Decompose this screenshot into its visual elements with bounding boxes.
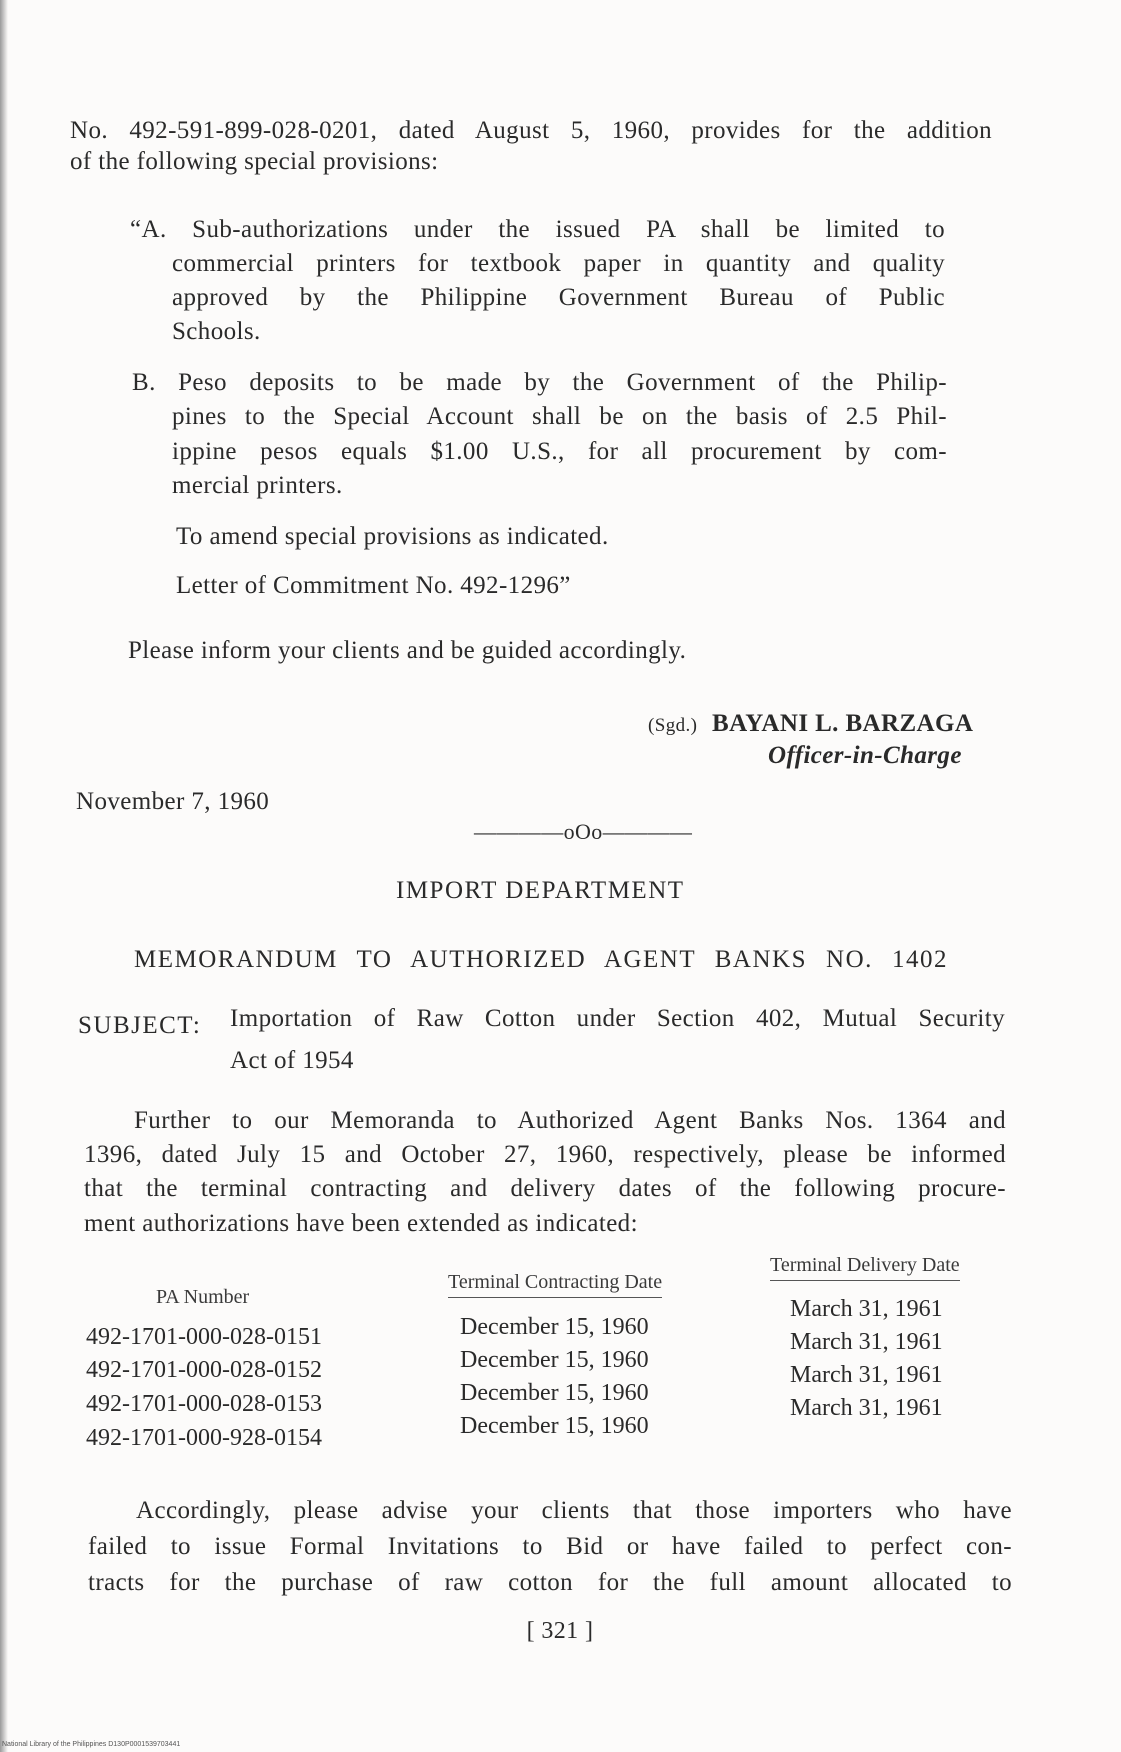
inform-text: Please inform your clients and be guided accordingly.: [128, 637, 687, 664]
table-header-pa-number: PA Number: [156, 1286, 250, 1308]
table-row-4-contract: December 15, 1960: [460, 1413, 649, 1439]
table-row-3-contract: December 15, 1960: [460, 1380, 649, 1406]
department-heading: IMPORT DEPARTMENT: [396, 877, 685, 904]
table-row-2-pa: 492-1701-000-028-0152: [86, 1357, 322, 1383]
scan-edge: [0, 0, 8, 1752]
intro-line-1: No. 492-591-899-028-0201, dated August 5, 1960, provides for the addition: [70, 117, 992, 144]
closing-line-2: failed to issue Formal Invitations to Bid or have failed to perfect con-: [88, 1533, 1012, 1560]
body-line-4: ment authorizations have been extended as indicated:: [84, 1210, 638, 1237]
body-line-3: that the terminal contracting and delivery dates of the following procure-: [84, 1175, 1006, 1202]
provision-b-line-4: mercial printers.: [172, 472, 343, 499]
subject-label: SUBJECT:: [78, 1012, 202, 1039]
amend-text: To amend special provisions as indicated.: [176, 523, 609, 550]
memo-title: MEMORANDUM TO AUTHORIZED AGENT BANKS NO. 1402: [134, 946, 948, 973]
scan-footer: National Library of the Philippines D130P0001539703441: [2, 1741, 181, 1748]
table-header-delivery: Terminal Delivery Date: [770, 1252, 960, 1281]
closing-line-1: Accordingly, please advise your clients that those importers who have: [136, 1497, 1012, 1524]
sgd-mark: (Sgd.): [648, 715, 698, 736]
provision-b-line-2: pines to the Special Account shall be on the basis of 2.5 Phil-: [172, 403, 947, 430]
table-row-2-contract: December 15, 1960: [460, 1347, 649, 1373]
intro-line-2: of the following special provisions:: [70, 148, 439, 175]
provision-a-line-3: approved by the Philippine Government Bureau of Public: [172, 284, 945, 311]
signatory-title: Officer-in-Charge: [768, 742, 962, 769]
table-row-3-delivery: March 31, 1961: [790, 1362, 943, 1388]
signatory-name: BAYANI L. BARZAGA: [712, 710, 974, 737]
provision-b-line-1: B. Peso deposits to be made by the Government of the Philip-: [132, 369, 947, 396]
closing-line-3: tracts for the purchase of raw cotton for the full amount allocated to: [88, 1569, 1012, 1596]
subject-line-2: Act of 1954: [230, 1047, 354, 1074]
body-line-2: 1396, dated July 15 and October 27, 1960, respectively, please be informed: [84, 1141, 1006, 1168]
table-row-3-pa: 492-1701-000-028-0153: [86, 1391, 322, 1417]
provision-b-line-3: ippine pesos equals $1.00 U.S., for all procurement by com-: [172, 438, 947, 465]
signature-line: [648, 709, 973, 741]
page-number: [ 321 ]: [526, 1618, 594, 1644]
table-row-2-delivery: March 31, 1961: [790, 1329, 943, 1355]
table-row-1-pa: 492-1701-000-028-0151: [86, 1324, 322, 1350]
subject-line-1: Importation of Raw Cotton under Section 402, Mutual Security: [230, 1005, 1005, 1032]
separator: ————oOo————: [474, 819, 693, 844]
letter-of-commitment: Letter of Commitment No. 492-1296”: [176, 572, 571, 599]
table-header-contracting: Terminal Contracting Date: [448, 1269, 662, 1298]
provision-a-line-1: “A. Sub-authorizations under the issued PA shall be limited to: [130, 216, 945, 243]
provision-a-line-4: Schools.: [172, 318, 261, 345]
table-row-4-delivery: March 31, 1961: [790, 1395, 943, 1421]
memo-date: November 7, 1960: [76, 788, 270, 815]
table-row-4-pa: 492-1701-000-928-0154: [86, 1425, 322, 1451]
table-row-1-contract: December 15, 1960: [460, 1314, 649, 1340]
table-row-1-delivery: March 31, 1961: [790, 1296, 943, 1322]
body-line-1: Further to our Memoranda to Authorized Agent Banks Nos. 1364 and: [134, 1107, 1006, 1134]
provision-a-line-2: commercial printers for textbook paper in quantity and quality: [172, 250, 945, 277]
